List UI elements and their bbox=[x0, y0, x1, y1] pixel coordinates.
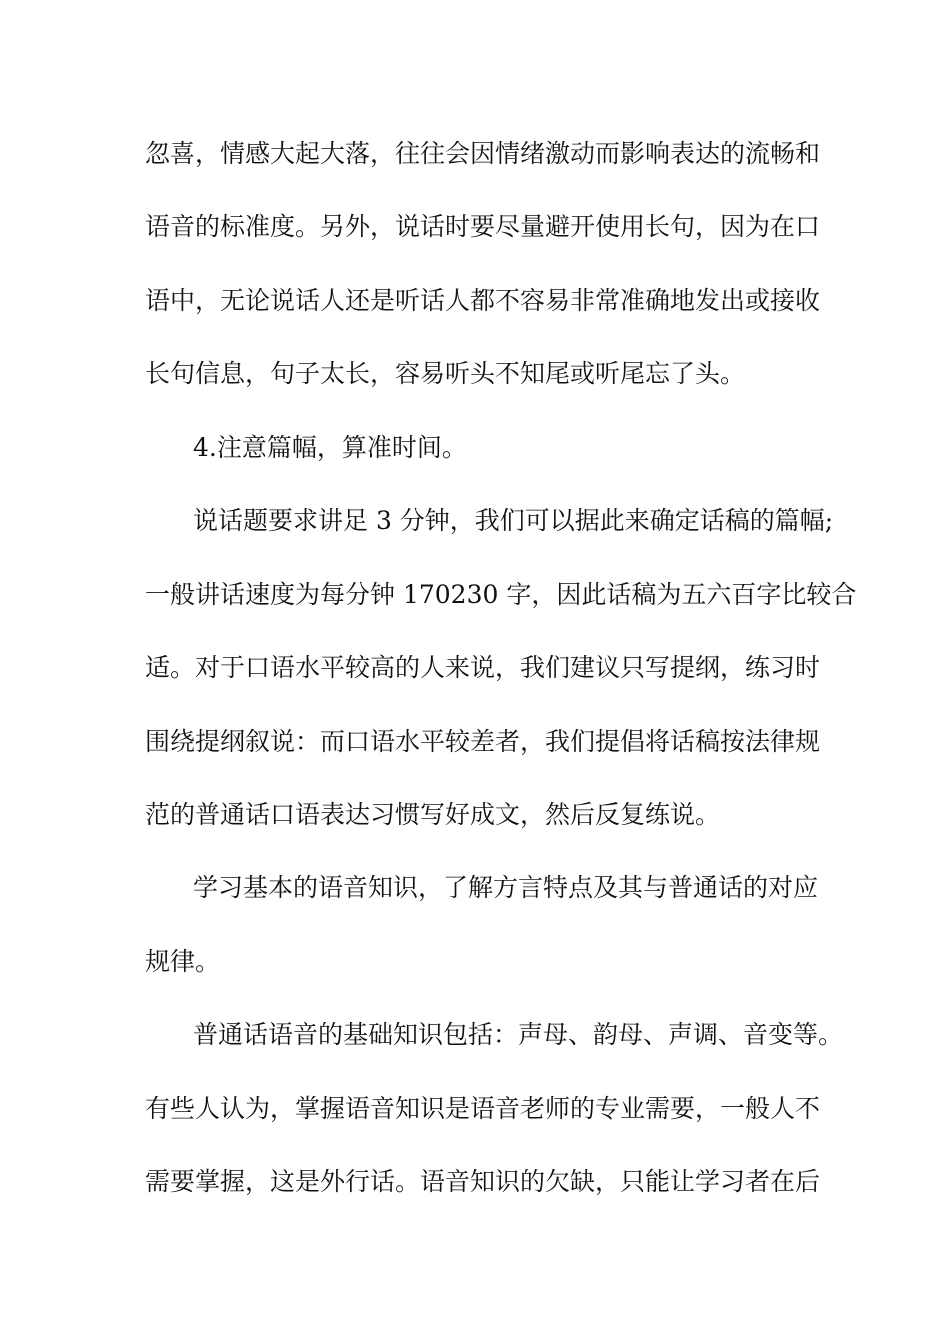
text-line: 一般讲话速度为每分钟 170230 字，因此话稿为五六百字比较合 bbox=[145, 580, 857, 609]
text-line: 规律。 bbox=[145, 947, 221, 976]
text-line: 有些人认为，掌握语音知识是语音老师的专业需要，一般人不 bbox=[145, 1094, 821, 1123]
text-line: 学习基本的语音知识，了解方言特点及其与普通话的对应 bbox=[193, 873, 819, 902]
text-line: 说话题要求讲足 3 分钟，我们可以据此来确定话稿的篇幅; bbox=[193, 506, 834, 535]
text-line: 忽喜，情感大起大落，往往会因情绪激动而影响表达的流畅和 bbox=[145, 139, 821, 168]
text-line: 适。对于口语水平较高的人来说，我们建议只写提纲，练习时 bbox=[145, 653, 821, 682]
text-line: 语中，无论说话人还是听话人都不容易非常准确地发出或接收 bbox=[145, 286, 821, 315]
text-line: 语音的标准度。另外，说话时要尽量避开使用长句，因为在口 bbox=[145, 212, 821, 241]
text-line: 普通话语音的基础知识包括：声母、韵母、声调、音变等。 bbox=[193, 1020, 844, 1049]
text-line: 需要掌握，这是外行话。语音知识的欠缺，只能让学习者在后 bbox=[145, 1167, 821, 1196]
section-heading: 4.注意篇幅，算准时间。 bbox=[193, 433, 467, 462]
text-line: 长句信息，句子太长，容易听头不知尾或听尾忘了头。 bbox=[145, 359, 746, 388]
text-line: 范的普通话口语表达习惯写好成文，然后反复练说。 bbox=[145, 800, 721, 829]
text-line: 围绕提纲叙说：而口语水平较差者，我们提倡将话稿按法律规 bbox=[145, 727, 821, 756]
